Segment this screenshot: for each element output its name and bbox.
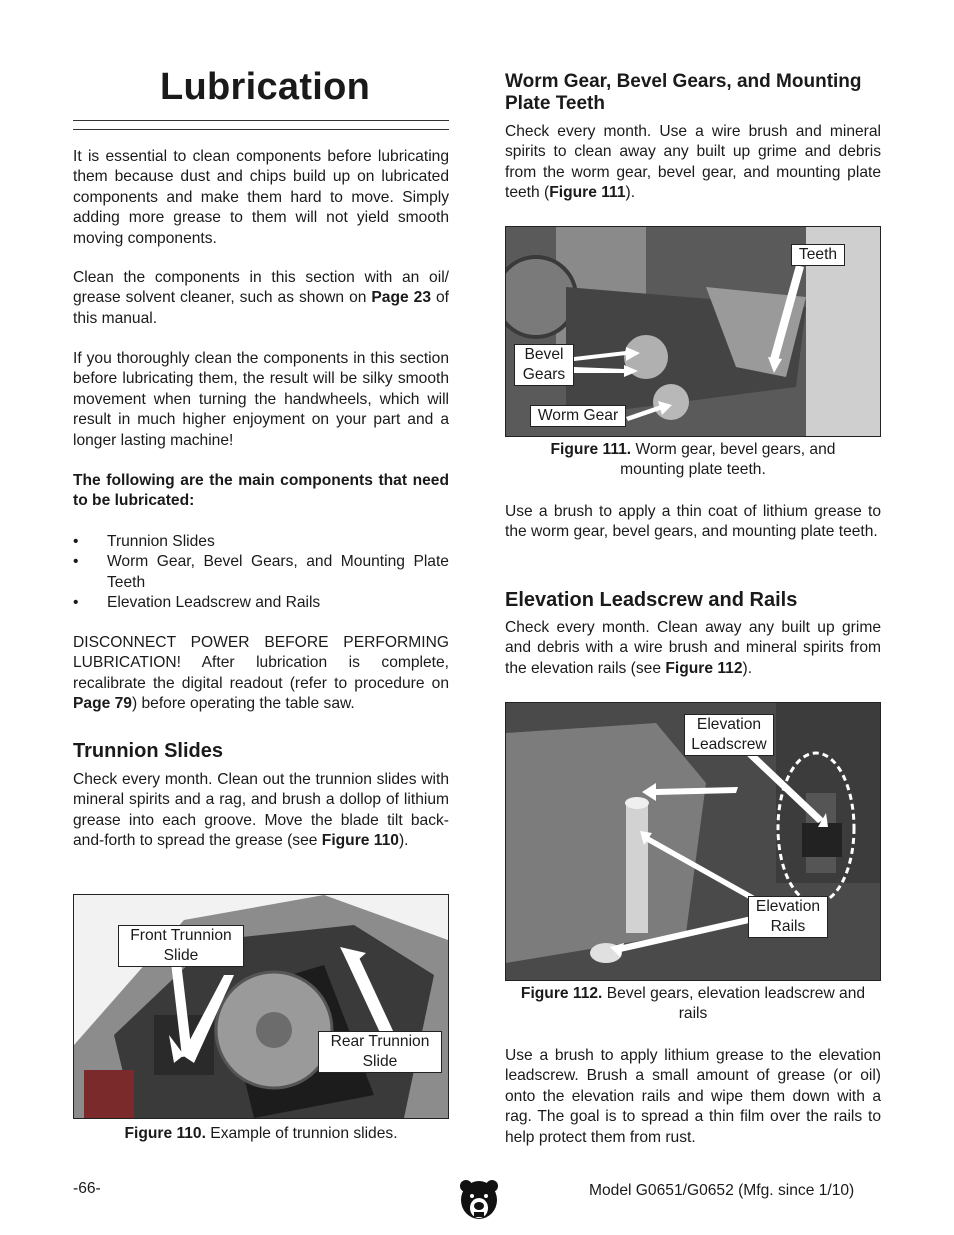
- figure-112-label: Figure 112.: [520, 985, 603, 1002]
- bear-head-icon: [459, 1178, 499, 1224]
- elevation-tail: ).: [742, 659, 753, 677]
- figure-110-caption: [73, 1124, 449, 1144]
- disconnect-warning: [73, 633, 449, 715]
- figure-110-ref: Figure 110: [321, 832, 399, 850]
- trunnion-text: Check every month. Clean out the trunnion slides with mineral spirits and a rag, and brush a dollop of lithium grease into each groove. Move the blade tilt back-and-forth to spread the grease (see: [73, 771, 449, 850]
- figure-111-photo: [505, 226, 881, 437]
- list-item: • Worm Gear, Bevel Gears, and Mounting Plate Teeth: [73, 552, 449, 593]
- figure-111-caption: [505, 440, 881, 481]
- page-79-ref: Page 79: [73, 695, 132, 713]
- figure-110-caption-text: Example of trunnion slides.: [210, 1125, 398, 1142]
- page-number: -66-: [73, 1180, 101, 1197]
- elevation-heading: Elevation Leadscrew and Rails: [505, 589, 798, 611]
- elevation-paragraph: [505, 618, 881, 679]
- model-footer: Model G0651/G0652 (Mfg. since 1/10): [589, 1182, 855, 1199]
- callout-teeth: Teeth: [791, 244, 845, 266]
- callout-front-trunnion: Front Trunnion Slide: [118, 925, 244, 967]
- figure-112-caption-text: Bevel gears, elevation leadscrew and rails: [606, 985, 866, 1023]
- list-item: • Trunnion Slides: [73, 532, 449, 552]
- main-components-heading: The following are the main components that need to be lubricated:: [73, 472, 449, 510]
- callout-worm-gear: Worm Gear: [530, 405, 626, 427]
- worm-tail: ).: [625, 184, 636, 202]
- title-rule-top: [73, 120, 449, 121]
- callout-elevation-rails: Elevation Rails: [748, 896, 828, 938]
- worm-paragraph: [505, 122, 881, 204]
- figure-110-photo: [73, 894, 449, 1119]
- intro-tail: of this manual.: [73, 289, 450, 327]
- components-list: [73, 532, 449, 614]
- list-item: • Elevation Leadscrew and Rails: [73, 593, 449, 613]
- page-23-ref: Page 23: [371, 289, 432, 307]
- figure-112-photo: [505, 702, 881, 981]
- worm-text: Check every month. Use a wire brush and mineral spirits to clean away any built up grime and debris from the worm gear, bevel gear, and mounting plate teeth (: [505, 123, 881, 202]
- disconnect-tail: ) before operating the table saw.: [131, 695, 355, 713]
- trunnion-paragraph: [73, 770, 449, 852]
- intro-text: Clean the components in this section with an oil/ grease solvent cleaner, such as shown on: [73, 269, 449, 307]
- figure-112-caption: [505, 984, 881, 1025]
- trunnion-heading: Trunnion Slides: [73, 740, 224, 762]
- worm-heading: Worm Gear, Bevel Gears, and Mounting Plate Teeth: [505, 71, 862, 114]
- elevation-after-paragraph: Use a brush to apply lithium grease to the elevation leadscrew. Brush a small amount of grease (or oil) onto the elevation rails and wipe them down with a rag. The goal is to spread a thin film over the rails to help protect them from rust.: [505, 1047, 881, 1146]
- callout-elevation-leadscrew: Elevation Leadscrew: [684, 714, 774, 756]
- figure-110-label: Figure 110.: [124, 1125, 206, 1142]
- disconnect-text: DISCONNECT POWER BEFORE PERFORMING LUBRICATION! After lubrication is complete, recalibrate the digital readout (refer to procedure on: [73, 634, 449, 692]
- callout-bevel-gears: Bevel Gears: [514, 344, 574, 386]
- figure-111-caption-text: Worm gear, bevel gears, and mounting plate teeth.: [620, 441, 836, 479]
- intro-paragraph-2: [73, 268, 449, 329]
- callout-rear-trunnion: Rear Trunnion Slide: [318, 1031, 442, 1073]
- elevation-text: Check every month. Clean away any built up grime and debris with a wire brush and mineral spirits from the elevation rails (see: [505, 619, 881, 677]
- page-title: Lubrication: [160, 66, 371, 108]
- intro-paragraph-1: It is essential to clean components before lubricating them because dust and chips build up on lubricated components and make them hard to move. Simply adding more grease to them will not yield smooth moving components.: [73, 148, 449, 247]
- intro-paragraph-3: If you thoroughly clean the components in this section before lubricating them, the result will be silky smooth movement when turning the handwheels, which will result in much higher enjoyment on your part and a longer lasting machine!: [73, 350, 449, 449]
- trunnion-tail: ).: [398, 832, 409, 850]
- worm-after-paragraph: Use a brush to apply a thin coat of lithium grease to the worm gear, bevel gears, and mounting plate teeth.: [505, 503, 881, 541]
- figure-112-ref: Figure 112: [665, 659, 743, 677]
- figure-111-ref: Figure 111: [549, 184, 626, 202]
- title-rule-bottom: [73, 129, 449, 130]
- figure-111-label: Figure 111.: [550, 441, 632, 458]
